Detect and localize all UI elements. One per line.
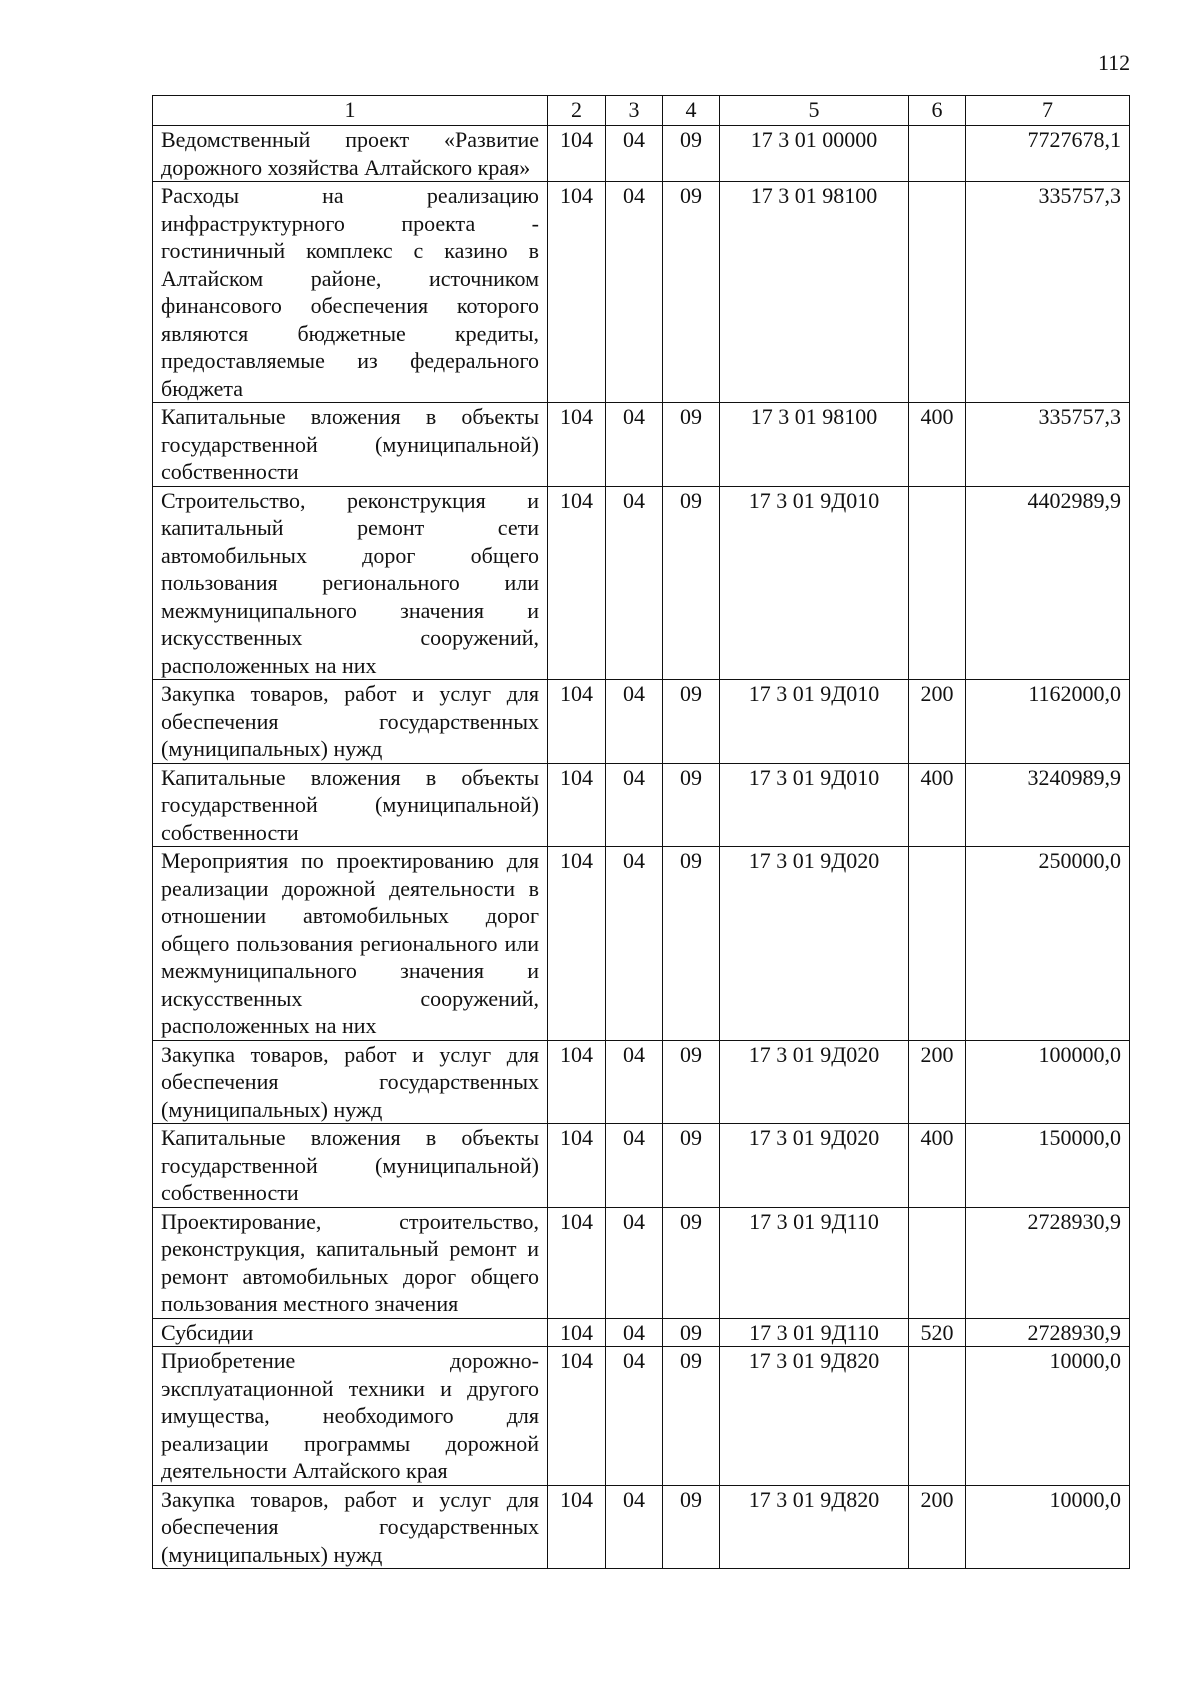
row-col-5: 17 3 01 9Д010 [720,486,909,680]
row-col-5: 17 3 01 00000 [720,126,909,182]
row-col-7: 3240989,9 [966,763,1130,847]
row-col-2: 104 [548,1318,606,1347]
row-name: Закупка товаров, работ и услуг для обеспечения государственных (муниципальных) нужд [153,1040,548,1124]
row-col-4: 09 [663,126,720,182]
header-col-2: 2 [548,96,606,126]
row-col-7: 2728930,9 [966,1207,1130,1318]
row-col-7: 100000,0 [966,1040,1130,1124]
row-col-7: 4402989,9 [966,486,1130,680]
table-row [153,1347,1130,1486]
row-col-5: 17 3 01 9Д010 [720,763,909,847]
row-name: Капитальные вложения в объекты государственной (муниципальной) собственности [153,403,548,487]
row-col-4: 09 [663,1485,720,1569]
row-col-7: 250000,0 [966,847,1130,1041]
header-col-5: 5 [720,96,909,126]
row-col-3: 04 [606,763,663,847]
header-col-6: 6 [909,96,966,126]
page-number: 112 [1098,50,1131,75]
row-col-4: 09 [663,403,720,487]
row-col-6: 400 [909,763,966,847]
row-col-6 [909,126,966,182]
table-row [153,182,1130,403]
row-col-2: 104 [548,1040,606,1124]
row-col-5: 17 3 01 9Д020 [720,847,909,1041]
row-col-6: 400 [909,403,966,487]
row-col-6: 520 [909,1318,966,1347]
table-row [153,1040,1130,1124]
row-col-4: 09 [663,486,720,680]
row-col-4: 09 [663,1124,720,1208]
row-col-7: 7727678,1 [966,126,1130,182]
row-col-2: 104 [548,1207,606,1318]
row-col-5: 17 3 01 9Д110 [720,1318,909,1347]
row-name: Закупка товаров, работ и услуг для обеспечения государственных (муниципальных) нужд [153,680,548,764]
row-name: Мероприятия по проектированию для реализации дорожной деятельности в отношении автомобильных дорог общего пользования регионального или межмуниципального значения и искусственных сооружений, расположенных на них [153,847,548,1041]
row-col-6: 200 [909,1040,966,1124]
row-col-3: 04 [606,1485,663,1569]
table-row [153,847,1130,1041]
row-col-4: 09 [663,680,720,764]
row-col-2: 104 [548,1347,606,1486]
table-header [153,96,1130,126]
table-row [153,1124,1130,1208]
header-col-4: 4 [663,96,720,126]
table-row [153,403,1130,487]
row-col-2: 104 [548,486,606,680]
row-col-2: 104 [548,126,606,182]
row-col-2: 104 [548,1485,606,1569]
row-name: Капитальные вложения в объекты государственной (муниципальной) собственности [153,1124,548,1208]
row-col-5: 17 3 01 9Д820 [720,1347,909,1486]
row-col-7: 1162000,0 [966,680,1130,764]
row-col-4: 09 [663,182,720,403]
row-col-4: 09 [663,847,720,1041]
row-name: Закупка товаров, работ и услуг для обеспечения государственных (муниципальных) нужд [153,1485,548,1569]
row-col-3: 04 [606,680,663,764]
row-col-6 [909,182,966,403]
row-col-6 [909,847,966,1041]
row-col-3: 04 [606,486,663,680]
header-col-7: 7 [966,96,1130,126]
table-row [153,126,1130,182]
row-col-5: 17 3 01 98100 [720,403,909,487]
row-col-4: 09 [663,1318,720,1347]
header-col-1: 1 [153,96,548,126]
table-row [153,1485,1130,1569]
row-col-4: 09 [663,1040,720,1124]
row-col-2: 104 [548,1124,606,1208]
table-row [153,1318,1130,1347]
row-col-5: 17 3 01 9Д110 [720,1207,909,1318]
row-col-2: 104 [548,182,606,403]
header-col-3: 3 [606,96,663,126]
row-col-3: 04 [606,1124,663,1208]
row-col-4: 09 [663,763,720,847]
row-col-3: 04 [606,126,663,182]
row-col-2: 104 [548,763,606,847]
row-col-7: 150000,0 [966,1124,1130,1208]
row-col-2: 104 [548,403,606,487]
row-col-3: 04 [606,1347,663,1486]
row-col-5: 17 3 01 9Д820 [720,1485,909,1569]
row-col-6 [909,1207,966,1318]
row-col-6: 400 [909,1124,966,1208]
row-col-3: 04 [606,1207,663,1318]
row-col-7: 335757,3 [966,403,1130,487]
row-col-4: 09 [663,1207,720,1318]
table-row [153,486,1130,680]
row-name: Субсидии [153,1318,548,1347]
row-col-7: 10000,0 [966,1347,1130,1486]
row-col-3: 04 [606,403,663,487]
row-col-7: 335757,3 [966,182,1130,403]
row-col-6 [909,486,966,680]
row-col-5: 17 3 01 9Д020 [720,1040,909,1124]
row-col-4: 09 [663,1347,720,1486]
budget-table [152,95,1130,1569]
row-col-5: 17 3 01 98100 [720,182,909,403]
table-row [153,1207,1130,1318]
row-col-6 [909,1347,966,1486]
row-col-6: 200 [909,1485,966,1569]
row-col-3: 04 [606,1040,663,1124]
table-body [153,126,1130,1569]
row-col-7: 2728930,9 [966,1318,1130,1347]
row-col-5: 17 3 01 9Д020 [720,1124,909,1208]
row-name: Строительство, реконструкция и капитальный ремонт сети автомобильных дорог общего пользования регионального или межмуниципального значения и искусственных сооружений, расположенных на них [153,486,548,680]
row-name: Ведомственный проект «Развитие дорожного хозяйства Алтайского края» [153,126,548,182]
row-name: Приобретение дорожно-эксплуатационной техники и другого имущества, необходимого для реализации программы дорожной деятельности Алтайского края [153,1347,548,1486]
row-col-6: 200 [909,680,966,764]
row-col-3: 04 [606,847,663,1041]
header-row [153,96,1130,126]
table-row [153,680,1130,764]
table-row [153,763,1130,847]
row-col-3: 04 [606,1318,663,1347]
row-col-5: 17 3 01 9Д010 [720,680,909,764]
row-col-2: 104 [548,847,606,1041]
row-name: Расходы на реализацию инфраструктурного проекта - гостиничный комплекс с казино в Алтайском районе, источником финансового обеспечения которого являются бюджетные кредиты, предоставляемые из федерального бюджета [153,182,548,403]
row-col-3: 04 [606,182,663,403]
row-col-7: 10000,0 [966,1485,1130,1569]
row-name: Капитальные вложения в объекты государственной (муниципальной) собственности [153,763,548,847]
row-col-2: 104 [548,680,606,764]
row-name: Проектирование, строительство, реконструкция, капитальный ремонт и ремонт автомобильных дорог общего пользования местного значения [153,1207,548,1318]
